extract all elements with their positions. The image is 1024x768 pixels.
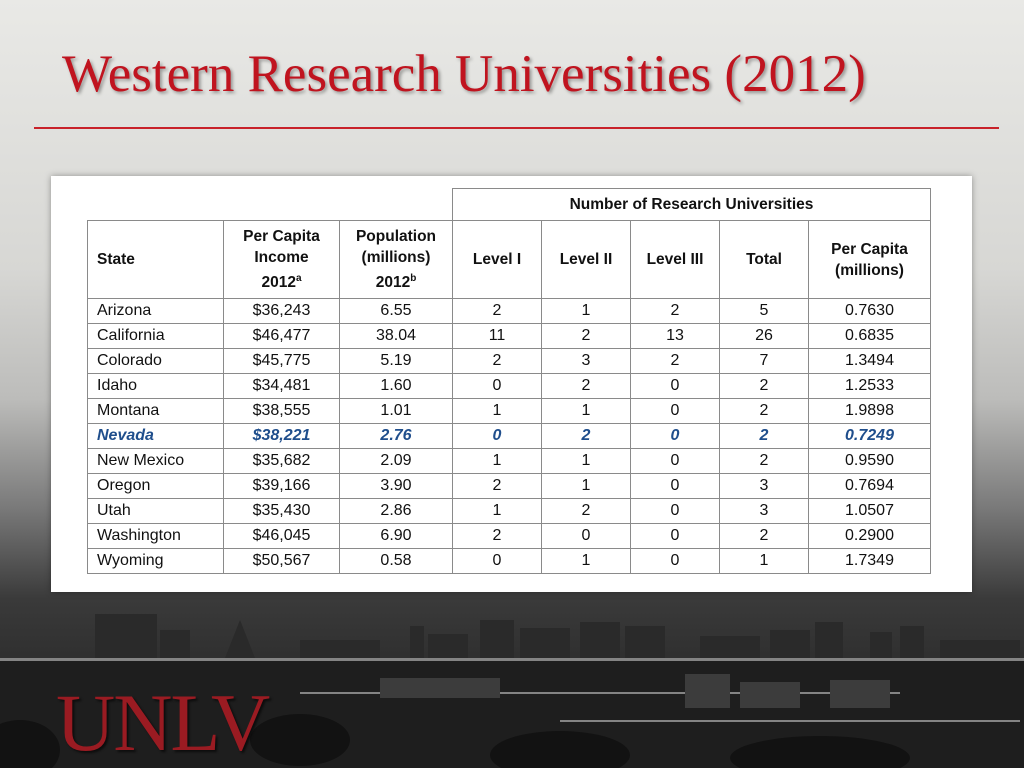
cell-total: 5	[720, 299, 809, 324]
cell-level1: 2	[453, 299, 542, 324]
cell-level3: 0	[631, 399, 720, 424]
cell-income: $35,682	[224, 449, 340, 474]
cell-level1: 0	[453, 374, 542, 399]
group-header: Number of Research Universities	[453, 189, 931, 221]
cell-level1: 1	[453, 499, 542, 524]
unlv-logo: UNLV	[56, 677, 269, 768]
cell-level1: 2	[453, 474, 542, 499]
table-row	[88, 424, 931, 449]
cell-level2: 1	[542, 549, 631, 574]
cell-total: 7	[720, 349, 809, 374]
table-row	[88, 549, 931, 574]
column-header-row	[88, 221, 931, 299]
cell-level2: 2	[542, 324, 631, 349]
cell-income: $50,567	[224, 549, 340, 574]
cell-state: Arizona	[88, 299, 224, 324]
cell-population: 5.19	[340, 349, 453, 374]
table-row	[88, 299, 931, 324]
cell-state: New Mexico	[88, 449, 224, 474]
universities-table	[87, 188, 931, 574]
cell-state: Nevada	[88, 424, 224, 449]
table-row	[88, 324, 931, 349]
table-panel	[51, 176, 972, 592]
cell-income: $46,477	[224, 324, 340, 349]
table-row	[88, 349, 931, 374]
cell-per-capita: 1.0507	[809, 499, 931, 524]
col-header-state: State	[88, 221, 224, 299]
cell-population: 3.90	[340, 474, 453, 499]
cell-level2: 0	[542, 524, 631, 549]
col-header-total: Total	[720, 221, 809, 299]
table-row	[88, 399, 931, 424]
cell-population: 6.90	[340, 524, 453, 549]
cell-total: 2	[720, 374, 809, 399]
income-footnote-marker: a	[295, 272, 302, 284]
cell-level2: 1	[542, 399, 631, 424]
blank-header-cell	[88, 189, 453, 221]
cell-income: $34,481	[224, 374, 340, 399]
cell-income: $38,221	[224, 424, 340, 449]
cell-level1: 0	[453, 424, 542, 449]
cell-state: Utah	[88, 499, 224, 524]
cell-per-capita: 0.9590	[809, 449, 931, 474]
cell-total: 2	[720, 449, 809, 474]
col-header-level2: Level II	[542, 221, 631, 299]
cell-level3: 13	[631, 324, 720, 349]
cell-level3: 2	[631, 299, 720, 324]
cell-level1: 1	[453, 399, 542, 424]
cell-level3: 0	[631, 499, 720, 524]
income-header-line2: Income	[254, 248, 309, 266]
cell-state: Idaho	[88, 374, 224, 399]
table-row	[88, 524, 931, 549]
cell-level2: 1	[542, 299, 631, 324]
cell-state: Colorado	[88, 349, 224, 374]
cell-level2: 2	[542, 374, 631, 399]
cell-income: $46,045	[224, 524, 340, 549]
cell-state: Wyoming	[88, 549, 224, 574]
cell-population: 38.04	[340, 324, 453, 349]
cell-per-capita: 1.3494	[809, 349, 931, 374]
income-header-line1: Per Capita	[243, 227, 320, 245]
cell-income: $35,430	[224, 499, 340, 524]
cell-level2: 2	[542, 424, 631, 449]
cell-income: $45,775	[224, 349, 340, 374]
cell-total: 3	[720, 474, 809, 499]
cell-population: 0.58	[340, 549, 453, 574]
cell-state: Montana	[88, 399, 224, 424]
percap-header-line2: (millions)	[835, 261, 904, 279]
income-header-line3: 2012	[261, 274, 296, 292]
cell-total: 26	[720, 324, 809, 349]
cell-total: 2	[720, 424, 809, 449]
pop-header-line3: 2012	[375, 274, 411, 292]
cell-state: California	[88, 324, 224, 349]
cell-level1: 2	[453, 524, 542, 549]
cell-per-capita: 1.2533	[809, 374, 931, 399]
table-row	[88, 499, 931, 524]
cell-per-capita: 0.7630	[809, 299, 931, 324]
cell-population: 1.01	[340, 399, 453, 424]
cell-total: 2	[720, 399, 809, 424]
pop-footnote-marker: b	[410, 272, 417, 284]
cell-income: $39,166	[224, 474, 340, 499]
cell-level1: 0	[453, 549, 542, 574]
table-row	[88, 374, 931, 399]
cell-level1: 1	[453, 449, 542, 474]
cell-level2: 2	[542, 499, 631, 524]
cell-level2: 1	[542, 449, 631, 474]
cell-population: 2.76	[340, 424, 453, 449]
cell-level1: 2	[453, 349, 542, 374]
cell-level2: 3	[542, 349, 631, 374]
cell-population: 2.09	[340, 449, 453, 474]
cell-state: Oregon	[88, 474, 224, 499]
table-body	[88, 299, 931, 574]
cell-level3: 0	[631, 424, 720, 449]
cell-total: 1	[720, 549, 809, 574]
group-header-row	[88, 189, 931, 221]
slide-title: Western Research Universities (2012)	[62, 45, 866, 103]
cell-per-capita: 1.7349	[809, 549, 931, 574]
cell-per-capita: 0.7694	[809, 474, 931, 499]
table-row	[88, 474, 931, 499]
cell-level3: 0	[631, 374, 720, 399]
cell-level3: 0	[631, 524, 720, 549]
cell-population: 2.86	[340, 499, 453, 524]
cell-level1: 11	[453, 324, 542, 349]
cell-population: 1.60	[340, 374, 453, 399]
cell-per-capita: 1.9898	[809, 399, 931, 424]
col-header-level1: Level I	[453, 221, 542, 299]
cell-level3: 0	[631, 474, 720, 499]
cell-total: 2	[720, 524, 809, 549]
cell-population: 6.55	[340, 299, 453, 324]
cell-level3: 0	[631, 449, 720, 474]
pop-header-line2: (millions)	[361, 248, 431, 266]
percap-header-line1: Per Capita	[831, 240, 908, 258]
table-row	[88, 449, 931, 474]
cell-income: $36,243	[224, 299, 340, 324]
cell-total: 3	[720, 499, 809, 524]
cell-income: $38,555	[224, 399, 340, 424]
cell-per-capita: 0.6835	[809, 324, 931, 349]
col-header-level3: Level III	[631, 221, 720, 299]
pop-header-line1: Population	[355, 227, 437, 245]
cell-level2: 1	[542, 474, 631, 499]
cell-level3: 2	[631, 349, 720, 374]
cell-per-capita: 0.7249	[809, 424, 931, 449]
cell-per-capita: 0.2900	[809, 524, 931, 549]
col-header-income	[224, 221, 340, 299]
title-divider	[34, 127, 999, 129]
cell-level3: 0	[631, 549, 720, 574]
col-header-population	[340, 221, 453, 299]
col-header-per-capita	[809, 221, 931, 299]
cell-state: Washington	[88, 524, 224, 549]
